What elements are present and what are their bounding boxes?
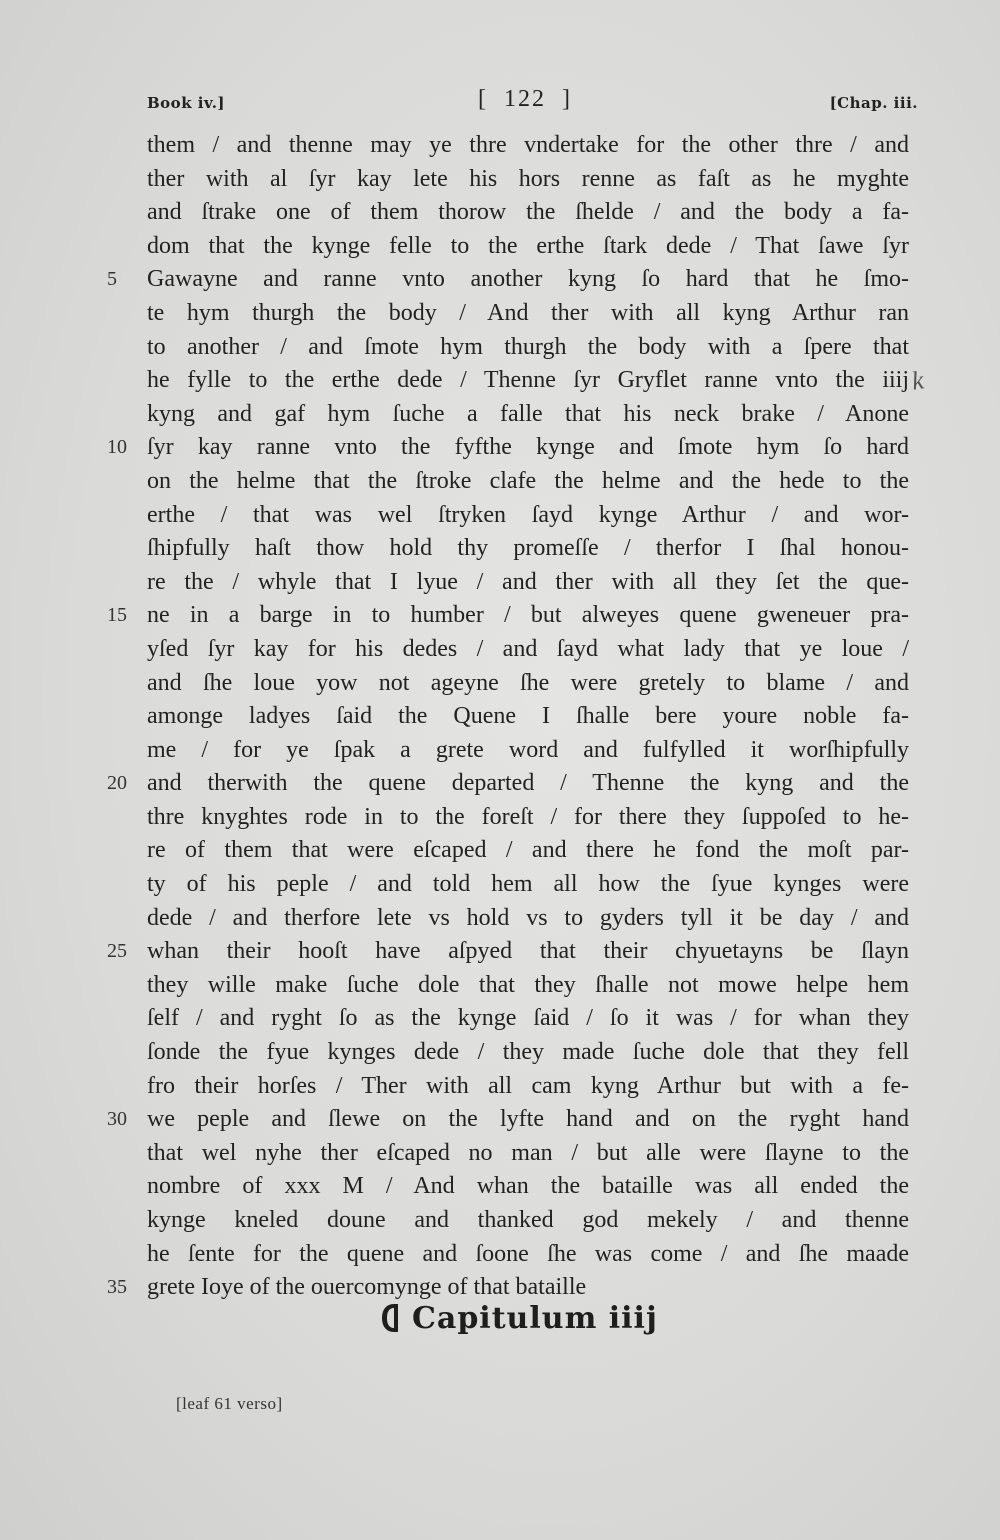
line-number: 10 — [107, 436, 127, 459]
line-text: and ſhe loue yow not ageyne ſhe were gretely to blame / and — [147, 669, 909, 696]
page-number: [ 122 ] — [478, 86, 572, 112]
line-text: re of them that were eſcaped / and there he fond the moſt par- — [147, 837, 909, 864]
line-text: them / and thenne may ye thre vndertake for the other thre / and — [147, 132, 909, 158]
line-text: ſonde the fyue kynges dede / they made ſuche dole that they fell — [147, 1039, 909, 1066]
handwritten-margin-note: k — [909, 365, 926, 396]
line-text: kyng and gaf hym ſuche a falle that his neck brake / Anone — [147, 400, 909, 427]
text-line — [147, 398, 909, 432]
text-line — [147, 1170, 909, 1204]
text-line — [147, 834, 909, 868]
line-text: erthe / that was wel ſtryken ſayd kynge Arthur / and wor- — [147, 501, 909, 528]
text-line — [147, 499, 909, 533]
line-text: they wille make ſuche dole that they ſhalle not mowe helpe hem — [147, 971, 909, 998]
text-line — [147, 297, 909, 331]
line-text: thre knyghtes rode in to the foreſt / for there they ſuppoſed to he- — [147, 803, 909, 830]
line-text: and therwith the quene departed / Thenne the kyng and the — [147, 770, 909, 797]
running-head — [0, 86, 1000, 116]
text-line — [107, 263, 909, 297]
line-text: grete Ioye of the ouercomynge of that bataille — [147, 1274, 587, 1301]
line-text: re the / whyle that I lyue / and ther with all they ſet the que- — [147, 568, 909, 595]
text-line — [147, 566, 909, 600]
line-text: that wel nyhe ther eſcaped no man / but alle were ſlayne to the — [147, 1139, 909, 1166]
line-number: 25 — [107, 940, 127, 963]
line-text: ſhipfully haſt thow hold thy promeſſe / therfor I ſhal honou- — [147, 535, 909, 562]
line-text: he fylle to the erthe dede / Thenne ſyr Gryflet ranne vnto the iiij — [147, 367, 909, 394]
line-number: 15 — [107, 604, 127, 627]
text-line — [147, 465, 909, 499]
text-line — [147, 801, 909, 835]
line-text: kynge kneled doune and thanked god mekely / and thenne — [147, 1207, 909, 1233]
text-line — [147, 1002, 909, 1036]
line-text: dom that the kynge felle to the erthe ſtark dede / That ſawe ſyr — [147, 232, 909, 259]
line-number: 20 — [107, 772, 127, 795]
text-line — [147, 734, 909, 768]
body-text — [107, 129, 909, 1305]
text-line — [147, 163, 909, 197]
line-text: Gawayne and ranne vnto another kyng ſo hard that he ſmo- — [147, 266, 909, 293]
text-line — [107, 599, 909, 633]
chapter-heading — [380, 1296, 658, 1340]
text-line — [147, 1070, 909, 1104]
line-number: 35 — [107, 1276, 127, 1299]
line-text: ne in a barge in to humber / but alweyes quene gweneuer pra- — [147, 602, 909, 629]
line-text: fro their horſes / Ther with all cam kyng Arthur but with a fe- — [147, 1072, 909, 1099]
line-text: and ſtrake one of them thorow the ſhelde / and the body a fa- — [147, 199, 909, 226]
pilcrow-icon — [380, 1302, 400, 1334]
text-line — [107, 935, 909, 969]
line-text: ty of his peple / and told hem all how the ſyue kynges were — [147, 871, 909, 898]
line-text: amonge ladyes ſaid the Quene I ſhalle bere youre noble fa- — [147, 703, 909, 730]
text-line — [107, 1103, 909, 1137]
line-number: 30 — [107, 1108, 127, 1131]
text-line — [147, 331, 909, 365]
text-line — [147, 902, 909, 936]
text-line — [107, 767, 909, 801]
line-text: on the helme that the ſtroke clafe the helme and the hede to the — [147, 467, 909, 494]
line-text: we peple and ſlewe on the lyfte hand and on the ryght hand — [147, 1106, 909, 1133]
text-line — [147, 868, 909, 902]
running-head-chapter: [Chap. iii. — [829, 94, 918, 112]
line-text: me / for ye ſpak a grete word and fulfylled it worſhipfully — [147, 736, 909, 763]
line-text: ther with al ſyr kay lete his hors renne as faſt as he myghte — [147, 165, 909, 192]
line-text: to another / and ſmote hym thurgh the body with a ſpere that — [147, 333, 909, 360]
text-line — [147, 532, 909, 566]
text-line — [147, 129, 909, 163]
text-line — [147, 667, 909, 701]
text-line — [147, 633, 909, 667]
line-text: whan their hooſt have aſpyed that their chyuetayns be ſlayn — [147, 938, 909, 965]
text-line — [147, 969, 909, 1003]
text-line — [147, 230, 909, 264]
line-text: ſyr kay ranne vnto the fyfthe kynge and ſmote hym ſo hard — [147, 434, 909, 461]
line-text: nombre of xxx M / And whan the bataille was all ended the — [147, 1173, 909, 1200]
line-text: yſed ſyr kay for his dedes / and ſayd what lady that ye loue / — [147, 635, 909, 662]
chapter-title: Capitulum iiij — [412, 1300, 658, 1336]
text-line — [147, 1137, 909, 1171]
text-line — [147, 364, 909, 398]
text-line — [147, 1238, 909, 1272]
text-line — [147, 196, 909, 230]
line-text: ſelf / and ryght ſo as the kynge ſaid / ſo it was / for whan they — [147, 1005, 909, 1032]
line-text: he ſente for the quene and ſoone ſhe was come / and ſhe maade — [147, 1240, 909, 1267]
line-text: te hym thurgh the body / And ther with all kyng Arthur ran — [147, 299, 909, 326]
line-text: dede / and therfore lete vs hold vs to gyders tyll it be day / and — [147, 904, 909, 931]
text-line — [107, 431, 909, 465]
text-line — [147, 1036, 909, 1070]
text-line — [147, 1204, 909, 1238]
running-head-book: Book iv.] — [147, 94, 226, 112]
line-number: 5 — [107, 268, 117, 291]
text-line — [147, 700, 909, 734]
leaf-footnote: [leaf 61 verso] — [176, 1394, 283, 1413]
